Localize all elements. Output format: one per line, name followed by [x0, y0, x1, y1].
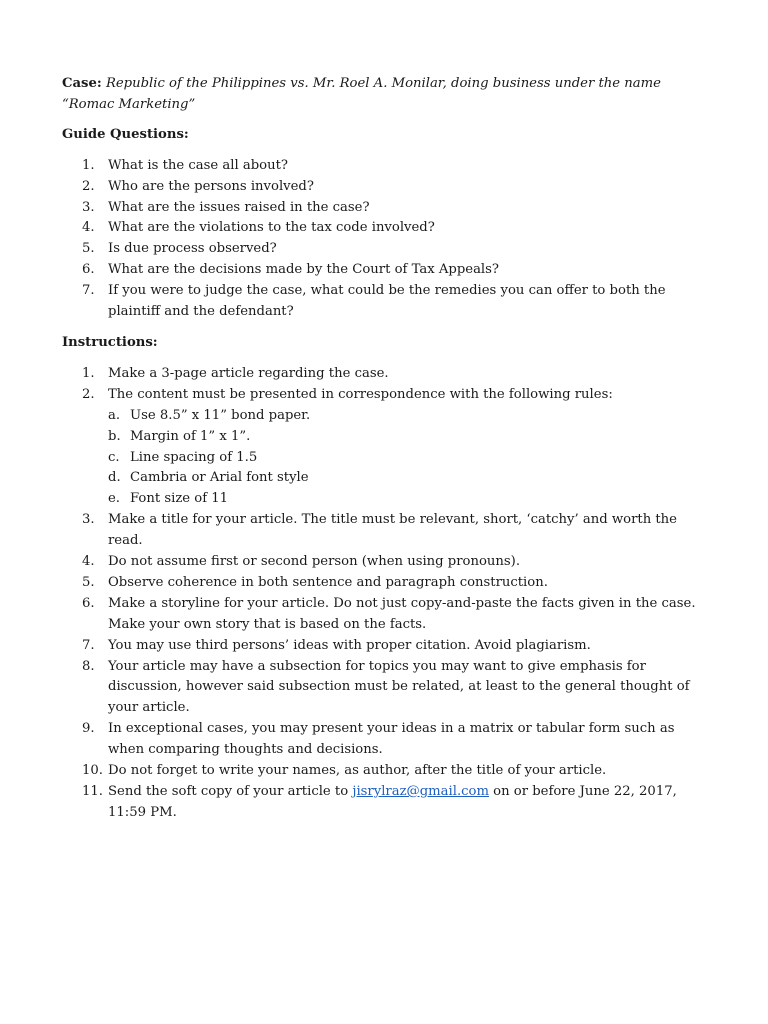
rule-letter: c. — [108, 449, 120, 465]
rule-item — [108, 489, 712, 510]
item-number: 3. — [82, 199, 95, 215]
list-item — [62, 719, 712, 761]
list-item — [62, 364, 712, 385]
list-item — [62, 177, 712, 198]
list-item — [62, 260, 712, 281]
item-text-before-email: Send the soft copy of your article to — [108, 784, 353, 799]
item-number: 3. — [82, 512, 95, 528]
rule-item — [108, 448, 712, 469]
list-item — [62, 218, 712, 239]
item-text: What are the issues raised in the case? — [108, 199, 370, 215]
item-number: 1. — [82, 365, 95, 381]
item-text: Who are the persons involved? — [108, 178, 314, 194]
list-item — [62, 657, 712, 720]
rule-text: Use 8.5” x 11” bond paper. — [130, 407, 311, 423]
list-item — [62, 573, 712, 594]
item-number: 7. — [82, 283, 95, 299]
document-page — [62, 74, 712, 824]
list-item — [62, 594, 712, 636]
email-link[interactable]: jisrylraz@gmail.com — [352, 784, 489, 799]
rule-letter: a. — [108, 407, 121, 423]
item-text: Make a 3-page article regarding the case. — [108, 365, 389, 381]
item-text: Your article may have a subsection for topics you may want to give emphasis for discussion, however said subsection must be related, at least to the general thought of your article. — [108, 658, 690, 716]
list-item — [62, 761, 712, 782]
item-number: 8. — [82, 658, 95, 674]
list-item — [62, 782, 712, 824]
instructions-heading: Instructions: — [62, 334, 158, 350]
item-number: 5. — [82, 574, 95, 590]
formatting-rules-list — [108, 406, 712, 511]
item-text: You may use third persons’ ideas with proper citation. Avoid plagiarism. — [108, 637, 591, 653]
guide-questions-heading: Guide Questions: — [62, 126, 189, 142]
item-text: The content must be presented in correspondence with the following rules: — [108, 386, 613, 402]
item-text: If you were to judge the case, what could be the remedies you can offer to both the plaintiff and the defendant? — [108, 283, 666, 320]
item-text: What are the violations to the tax code involved? — [108, 220, 435, 236]
list-item — [62, 156, 712, 177]
item-number: 7. — [82, 637, 95, 653]
item-number: 1. — [82, 157, 95, 173]
rule-item — [108, 427, 712, 448]
item-text: Make a title for your article. The title must be relevant, short, ‘catchy’ and worth the read. — [108, 512, 677, 549]
list-item — [62, 281, 712, 323]
item-number: 5. — [82, 241, 95, 257]
item-number: 11. — [82, 784, 103, 799]
instructions-list — [62, 364, 712, 824]
case-label: Case: — [62, 76, 102, 91]
item-number: 2. — [82, 386, 95, 402]
item-number: 4. — [82, 220, 95, 236]
item-number: 4. — [82, 554, 95, 570]
guide-questions-list — [62, 156, 712, 323]
list-item — [62, 239, 712, 260]
case-title: Republic of the Philippines vs. Mr. Roel A. Monilar, doing business under the name “Romac Marketing” — [62, 76, 661, 112]
item-text: In exceptional cases, you may present your ideas in a matrix or tabular form such as when comparing thoughts and decisions. — [108, 721, 675, 758]
item-number: 6. — [82, 262, 95, 278]
rule-item — [108, 406, 712, 427]
rule-letter: e. — [108, 491, 120, 507]
rule-letter: d. — [108, 470, 121, 486]
rule-text: Margin of 1” x 1”. — [130, 428, 251, 444]
list-item — [62, 552, 712, 573]
item-text: Do not assume first or second person (when using pronouns). — [108, 554, 521, 570]
item-text: Do not forget to write your names, as author, after the title of your article. — [108, 763, 607, 779]
rule-text: Cambria or Arial font style — [130, 470, 309, 486]
item-number: 2. — [82, 178, 95, 194]
item-number: 10. — [82, 763, 103, 779]
item-text-after-email: on or before June 22, 2017, 11:59 PM. — [108, 784, 677, 820]
rule-letter: b. — [108, 428, 121, 444]
item-text: What are the decisions made by the Court of Tax Appeals? — [108, 262, 499, 278]
list-item — [62, 510, 712, 552]
list-item — [62, 636, 712, 657]
list-item — [62, 198, 712, 219]
rule-text: Font size of 11 — [130, 491, 229, 507]
item-text: What is the case all about? — [108, 157, 288, 173]
rule-item — [108, 468, 712, 489]
item-text: Is due process observed? — [108, 241, 277, 257]
item-text: Make a storyline for your article. Do not just copy-and-paste the facts given in the case. Make your own story that is based on the facts. — [108, 595, 696, 632]
list-item — [62, 385, 712, 510]
item-number: 6. — [82, 595, 95, 611]
rule-text: Line spacing of 1.5 — [130, 449, 258, 465]
case-line — [62, 74, 712, 116]
item-number: 9. — [82, 721, 95, 737]
item-text: Observe coherence in both sentence and paragraph construction. — [108, 574, 548, 590]
